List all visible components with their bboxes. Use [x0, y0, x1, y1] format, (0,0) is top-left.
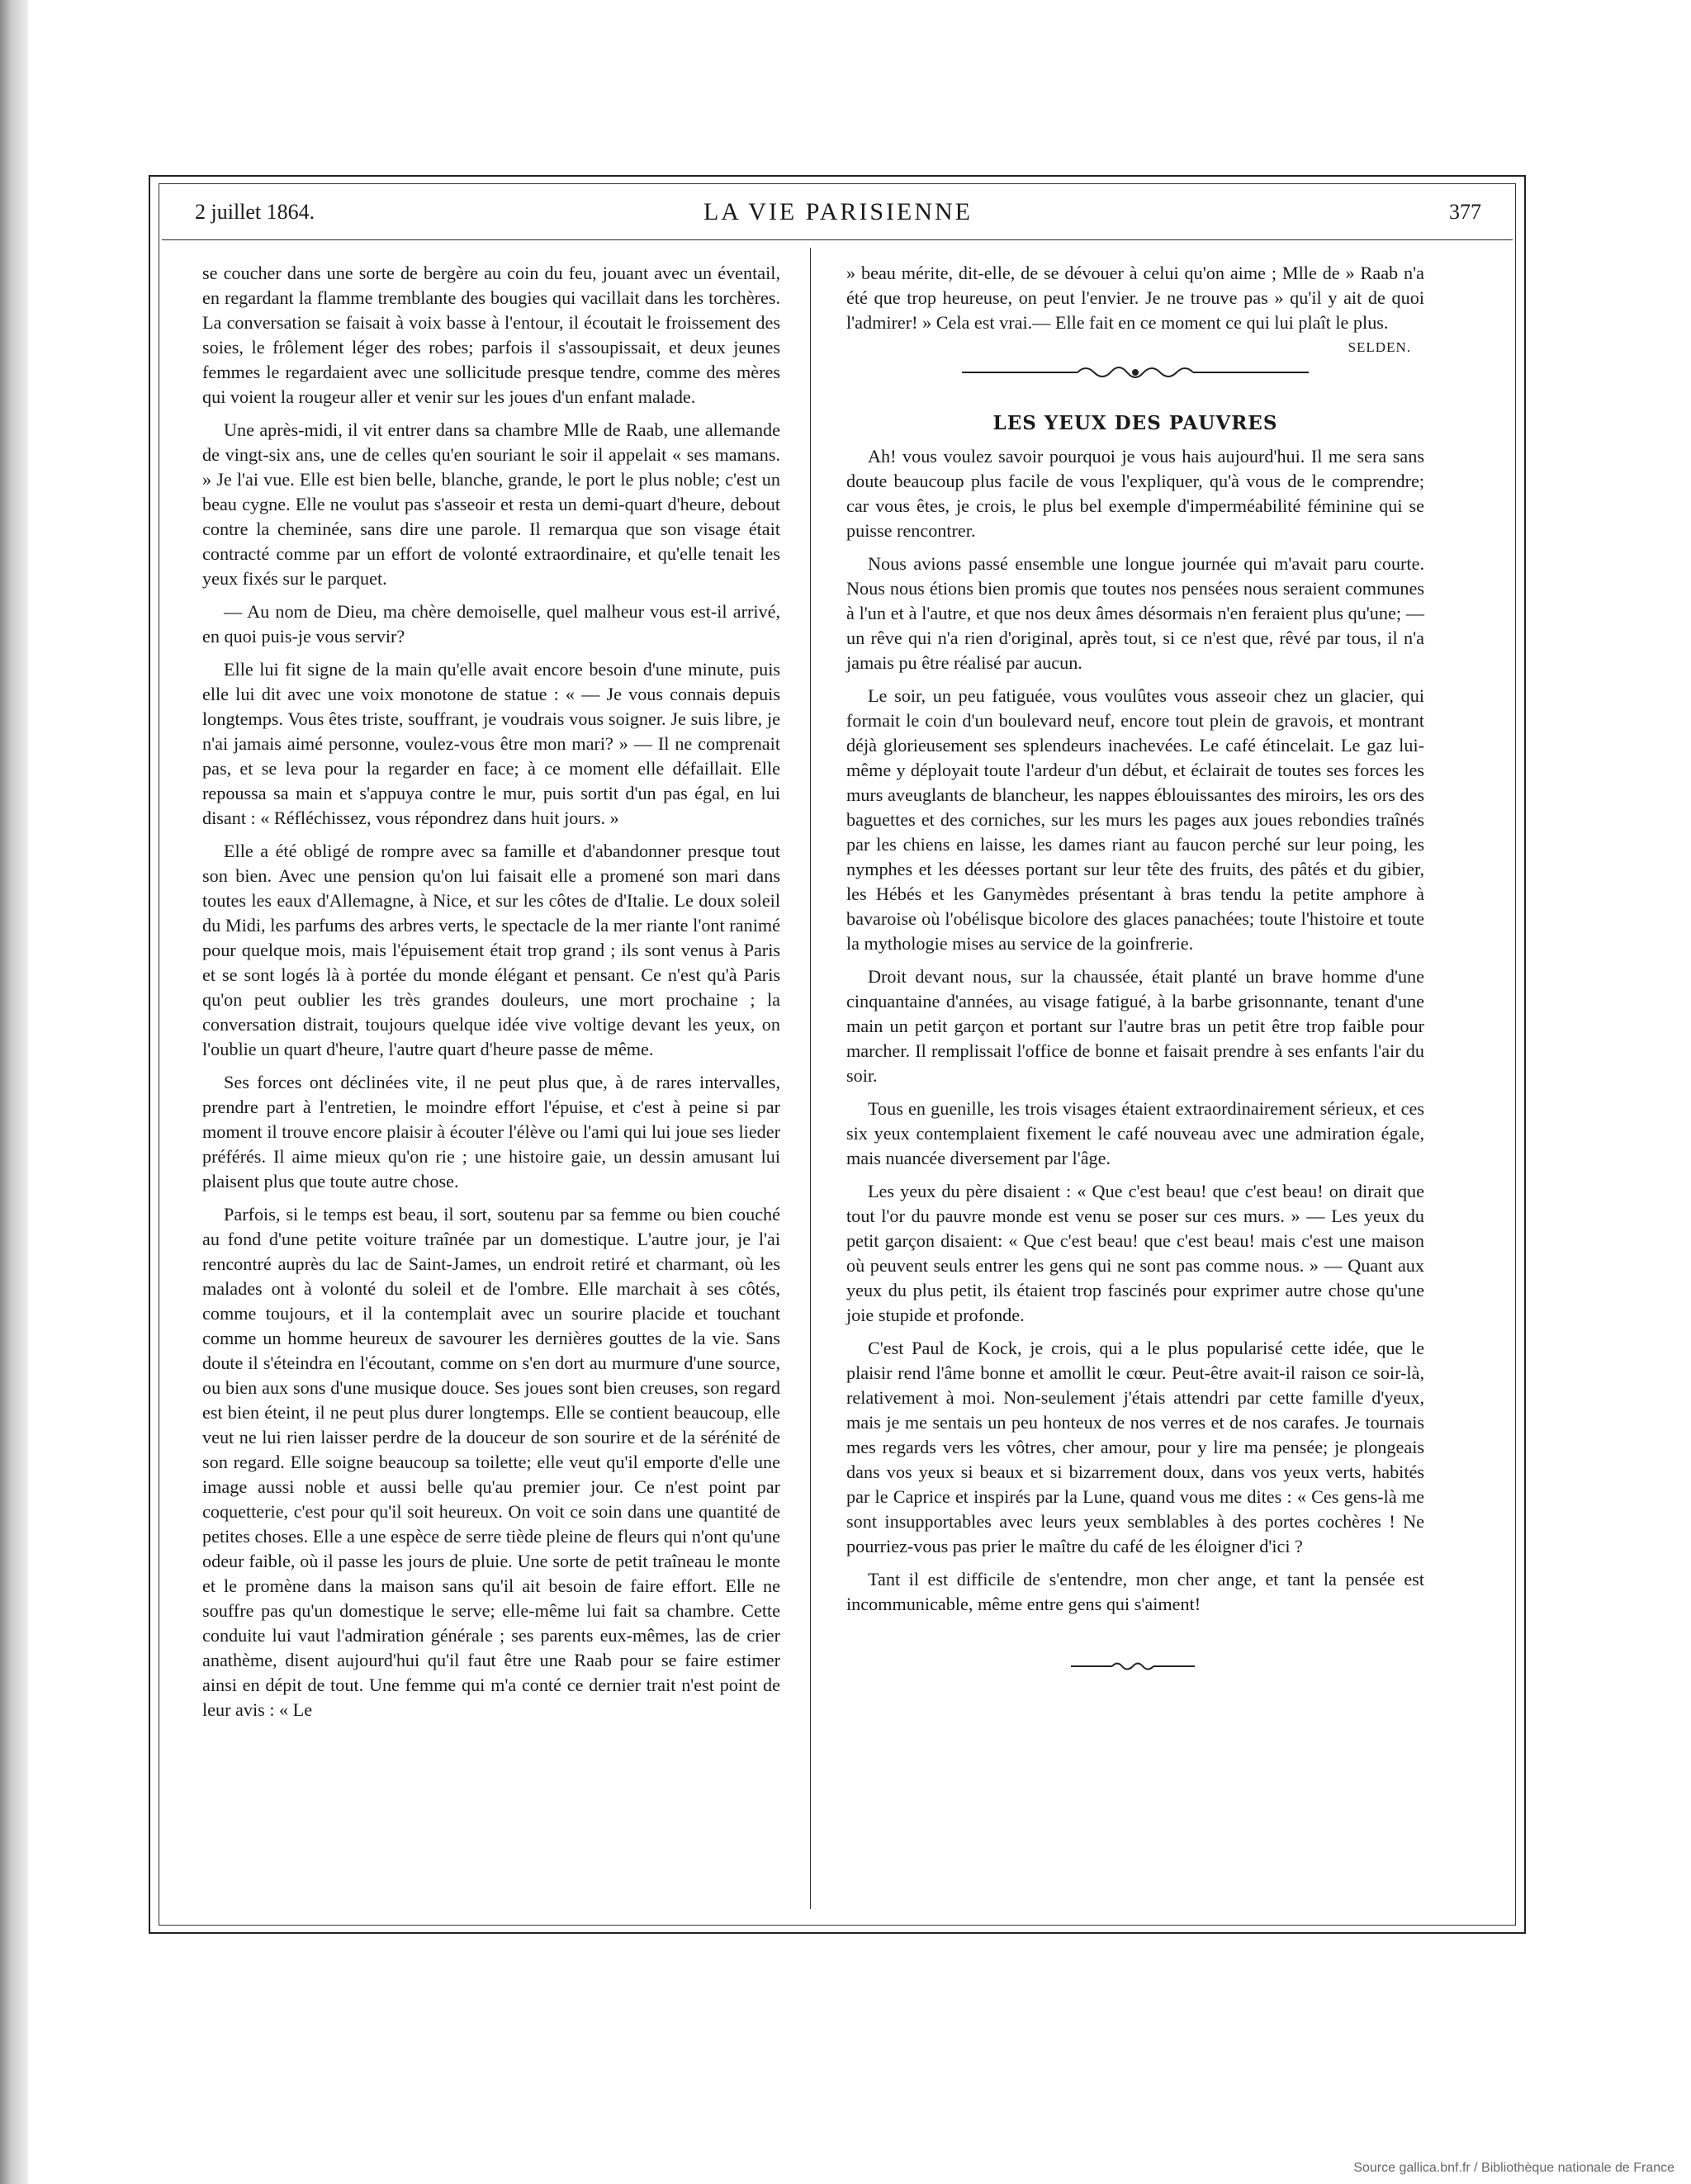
issue-date: 2 juillet 1864. — [195, 200, 315, 224]
section-title: LES YEUX DES PAUVRES — [992, 412, 1278, 434]
paragraph: Droit devant nous, sur la chaussée, était planté un brave homme d'une cinquantaine d'années, au visage fatigué, à la barbe grisonnante, tenant d'une main un petit garçon et portant sur l'autre bras un petit être trop faible pour marcher. Il remplissait l'office de bonne et faisait prendre à ses enfants l'air du soir. — [846, 966, 1424, 1086]
page-number: 377 — [1449, 200, 1481, 224]
paragraph: Ses forces ont déclinées vite, il ne peut plus que, à de rares intervalles, prendre part à l'entretien, le moindre effort l'épuise, et c'est à peine si par moment il trouve encore plaisir à écouter l'élève ou l'ami qui lui joue ses lieder préférés. Il aime mieux qu'on rie ; une histoire gaie, un dessin amusant lui plaisent plus que toute autre chose. — [202, 1072, 780, 1191]
paragraph: se coucher dans une sorte de bergère au coin du feu, jouant avec un éventail, en regardant la flamme tremblante des bougies qui vacillait dans les torchères. La conversation se faisait à voix basse à l'entour, il écoutait le froissement des soies, le frôlement léger des robes; parfois il s'assoupissait, et deux jeunes femmes le regardaient avec une sollicitude presque tendre, comme des mères qui voient la rougeur aller et venir sur les joues d'un enfant malade. — [202, 263, 780, 407]
ornament-divider — [846, 347, 1424, 396]
left-column — [202, 261, 780, 1731]
paragraph: Une après-midi, il vit entrer dans sa chambre Mlle de Raab, une allemande de vingt-six ans, une de celles qu'en souriant le soir il appelait « ses mamans. » Je l'ai vue. Elle est bien belle, blanche, grande, le port le plus noble; c'est un beau cygne. Elle ne voulut pas s'asseoir et resta un demi-quart d'heure, debout contre la cheminée, sans dire une parole. Il remarqua que son visage était contracté comme par un effort de volonté extraordinaire, et qu'elle tenait les yeux fixés sur le parquet. — [202, 419, 780, 589]
paragraph: Tous en guenille, les trois visages étaient extraordinairement sérieux, et ces six yeux contemplaient fixement le café nouveau avec une admiration égale, mais nuancée diversement par l'âge. — [846, 1098, 1424, 1168]
article-continuation — [846, 261, 1424, 355]
running-header — [165, 195, 1511, 233]
end-flourish-icon — [1071, 1658, 1195, 1675]
paragraph: Nous avions passé ensemble une longue journée qui m'avait paru courte. Nous nous étions bien promis que toutes nos pensées nous seraient communes à l'un et à l'autre, et que nos deux âmes désormais n'en feraient plus qu'une; — un rêve qui n'a rien d'original, après tout, si ce n'est que, rêvé par tous, il n'a jamais pu être réalisé par aucun. — [846, 553, 1424, 673]
ornament-flourish-icon — [962, 360, 1309, 385]
right-column — [846, 261, 1424, 1683]
header-rule — [162, 239, 1513, 240]
paragraph: — Au nom de Dieu, ma chère demoiselle, quel malheur vous est-il arrivé, en quoi puis-je vous servir? — [202, 601, 780, 647]
continuation-text: » beau mérite, dit-elle, de se dévouer à celui qu'on aime ; Mlle de » Raab n'a été que trop heureuse, on peut l'envier. Je ne trouve pas » qu'il y ait de quoi l'admirer! » Cela est vrai.— Elle fait en ce moment ce qui lui plaît le plus. — [846, 263, 1424, 333]
paragraph: Elle a été obligé de rompre avec sa famille et d'abandonner presque tout son bien. Avec une pension qu'on lui faisait elle a promené son mari dans toutes les eaux d'Allemagne, à Nice, et sur les côtes de d'Italie. Le doux soleil du Midi, les parfums des arbres verts, le spectacle de la mer riante l'ont ranimé pour quelque mois, mais l'épuisement était trop grand ; ils sont venus à Paris et se sont logés là à portée du monde élégant et pensant. Ce n'est qu'à Paris qu'on peut oublier les très grandes douleurs, une mort prochaine ; la conversation distrait, toujours quelque idée vive voltige devant les yeux, on l'oublie un quart d'heure, l'autre quart d'heure passe de même. — [202, 841, 780, 1059]
paragraph: C'est Paul de Kock, je crois, qui a le plus popularisé cette idée, que le plaisir rend l'âme bonne et amollit le cœur. Peut-être avait-il raison ce soir-là, relativement à moi. Non-seulement j'étais attendri par cette famille d'yeux, mais je me sentais un peu honteux de nos verres et de nos carafes. Je tournais mes regards vers les vôtres, cher amour, pour y lire ma pensée; je plongeais dans vos yeux si beaux et si bizarrement doux, dans vos yeux verts, habités par le Caprice et inspirés par la Lune, quand vous me dites : « Ces gens-là me sont insupportables avec leurs yeux semblables à des portes cochères ! Ne pourriez-vous pas prier le maître du café de les éloigner d'ici ? — [846, 1338, 1424, 1556]
paragraph: Tant il est difficile de s'entendre, mon cher ange, et tant la pensée est incommunicable, même entre gens qui s'aiment! — [846, 1569, 1424, 1614]
paragraph: Parfois, si le temps est beau, il sort, soutenu par sa femme ou bien couché au fond d'une petite voiture traînée par un domestique. L'autre jour, je l'ai rencontré auprès du lac de Saint-James, un endroit retiré et charmant, où les malades ont à volonté du soleil et de l'ombre. Elle marchait à ses côtés, comme toujours, et il la contemplait avec un sourire placide et touchant comme un homme heureux de savourer les dernières gouttes de la vie. Sans doute il s'éteindra en l'écoutant, comme on s'en dort au murmure d'une source, ou bien aux sons d'une musique douce. Ses joues sont bien creuses, son regard est bien éteint, il ne peut plus durer longtemps. Elle se contient beaucoup, elle veut ne lui rien laisser perdre de la douceur de son sourire et de la sérénité de son regard. Elle soigne beaucoup sa toilette; elle veut qu'il emporte d'elle une image aussi noble et aussi belle qu'au premier jour. Ce n'est point par coquetterie, c'est pour qu'il soit heureux. On voit ce soin dans une quantité de petites choses. Elle a une espèce de serre tiède pleine de fleurs qui n'ont qu'une odeur faible, où il passe les jours de pluie. Une sorte de petit traîneau le monte et le promène dans la maison sans qu'il ait besoin de faire effort. Elle ne souffre pas qu'un domestique le serve; elle-même lui fait sa chambre. Cette conduite lui vaut l'admiration générale ; ses parents eux-mêmes, las de crier anathème, disent aujourd'hui qu'il faut être une Raab pour se faire estimer ainsi en dépit de tout. Une femme qui m'a conté ce dernier trait n'est point de leur avis : « Le — [202, 1204, 780, 1720]
end-ornament — [846, 1650, 1424, 1683]
paragraph: Ah! vous voulez savoir pourquoi je vous hais aujourd'hui. Il me sera sans doute beaucoup plus facile de vous l'expliquer, qu'à vous de le comprendre; car vous êtes, je crois, le plus bel exemple d'imperméabilité féminine qui se puisse rencontrer. — [846, 446, 1424, 541]
paragraph: Les yeux du père disaient : « Que c'est beau! que c'est beau! on dirait que tout l'or du pauvre monde est venu se poser sur ces murs. » — Les yeux du petit garçon disaient: « Que c'est beau! que c'est beau! mais c'est une maison où peuvent seuls entrer les gens qui ne sont pas comme nous. » — Quant aux yeux du plus petit, ils étaient trop fascinés pour exprimer autre chose qu'une joie stupide et profonde. — [846, 1181, 1424, 1325]
journal-title: LA VIE PARISIENNE — [703, 198, 973, 225]
paragraph: Elle lui fit signe de la main qu'elle avait encore besoin d'une minute, puis elle lui dit avec une voix monotone de statue : « — Je vous connais depuis longtemps. Vous êtes triste, souffrant, je voudrais vous soigner. Je suis libre, je n'ai jamais aimé personne, voulez-vous être mon mari? » — Il ne comprenait pas, et se leva pour la regarder en face; à ce moment elle défaillait. Elle repoussa sa main et s'appuya contre le mur, puis sortit d'un pas égal, en lui disant : « Réfléchissez, vous répondrez dans huit jours. » — [202, 659, 780, 828]
page-binding-edge — [0, 0, 28, 2184]
paragraph: Le soir, un peu fatiguée, vous voulûtes vous asseoir chez un glacier, qui formait le coin d'un boulevard neuf, encore tout plein de gravois, et montrant déjà glorieusement ses splendeurs inachevées. Le café étincelait. Le gaz lui-même y déployait toute l'ardeur d'un début, et éclairait de toutes ses forces les murs aveuglants de blancheur, les nappes éblouissantes des miroirs, les ors des baguettes et des corniches, sur les murs les pages aux joues rebondies traînés par les chiens en laisse, les dames riant au faucon perché sur leur poing, les nymphes et les déesses portant sur leur tête des fruits, des pâtés et du gibier, les Hébés et les Ganymèdes présentant à bras tendu la petite amphore à bavaroise où l'obélisque bicolore des glaces panachées; toute l'histoire et toute la mythologie mises au service de la goinfrerie. — [846, 685, 1424, 954]
source-credit: Source gallica.bnf.fr / Bibliothèque nationale de France — [1353, 2161, 1674, 2175]
column-divider — [810, 248, 811, 1909]
author-signature: SELDEN. — [1348, 339, 1411, 355]
